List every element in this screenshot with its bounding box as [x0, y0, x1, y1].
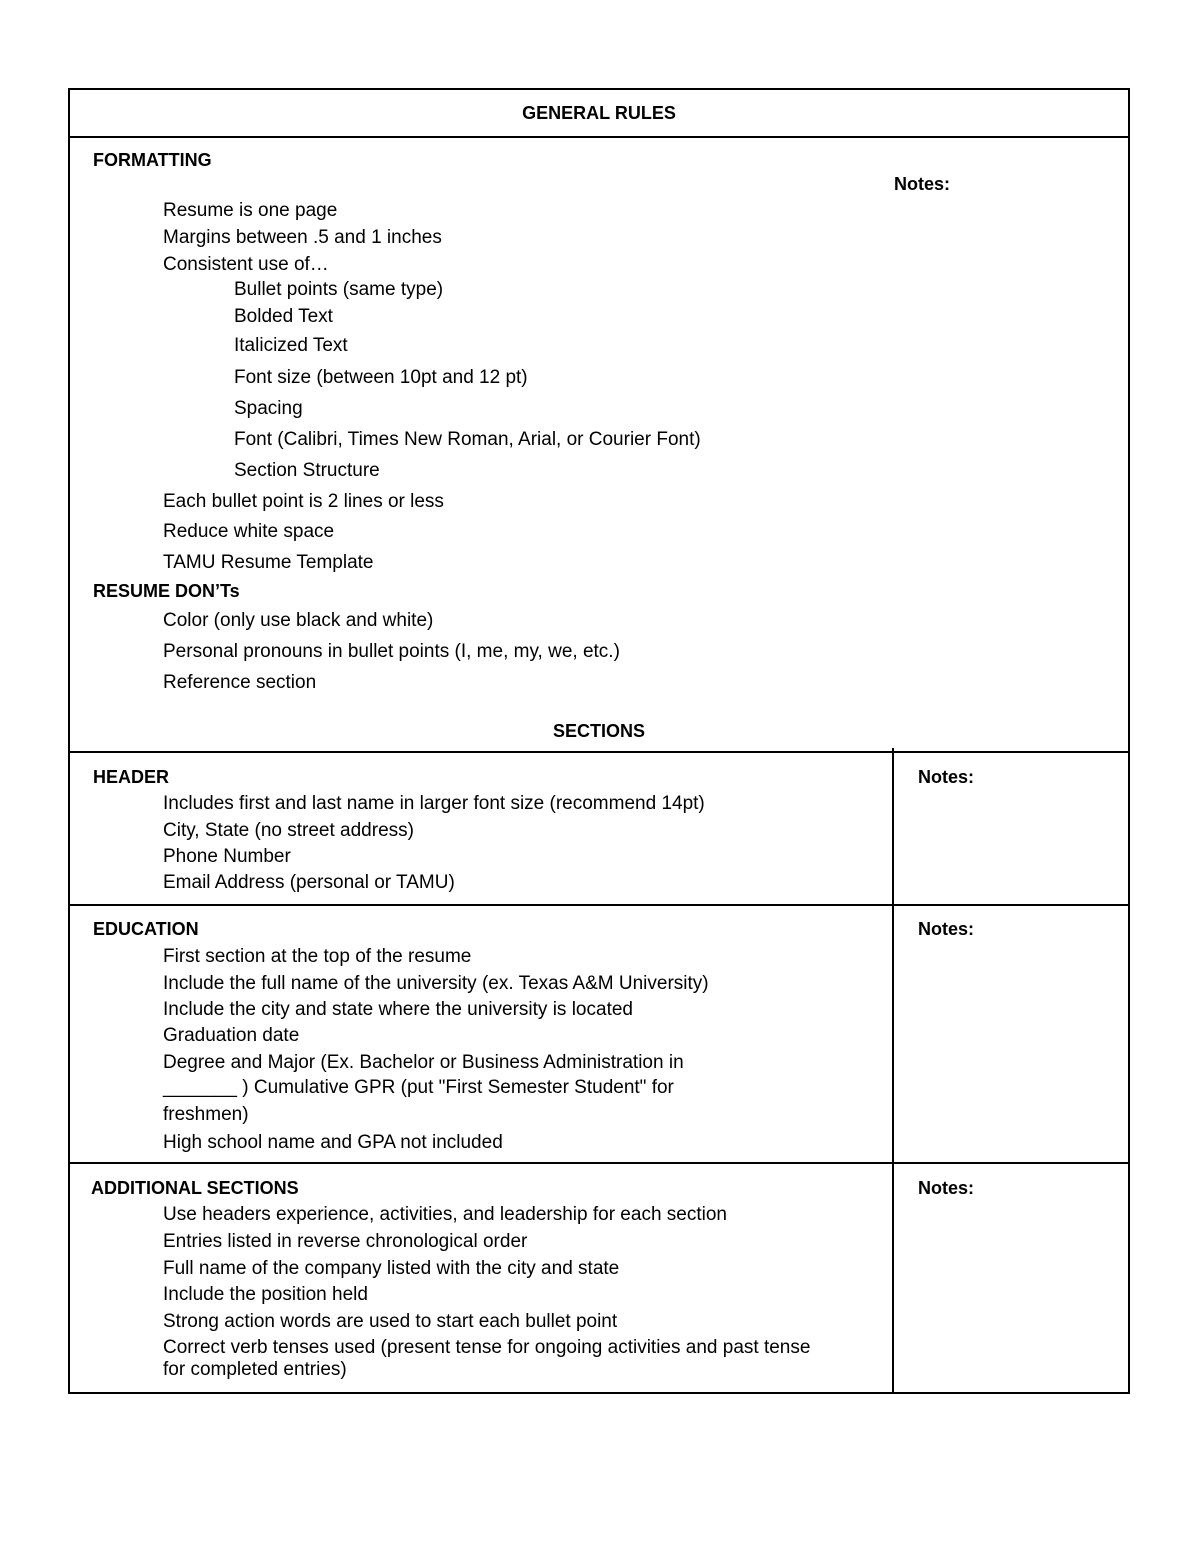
table-border-top: [68, 88, 1130, 90]
formatting-item: Each bullet point is 2 lines or less: [163, 491, 444, 512]
additional-item: Full name of the company listed with the city and state: [163, 1258, 620, 1279]
formatting-sub-item: Bullet points (same type): [234, 279, 444, 300]
formatting-heading: FORMATTING: [93, 150, 212, 170]
formatting-item: TAMU Resume Template: [163, 552, 374, 573]
additional-item: Include the position held: [163, 1284, 368, 1305]
formatting-sub-item: Font size (between 10pt and 12 pt): [234, 367, 528, 388]
formatting-item: Reduce white space: [163, 521, 335, 542]
additional-item: Correct verb tenses used (present tense for ongoing activities and past tense: [163, 1337, 811, 1358]
sections-title: SECTIONS: [552, 721, 645, 741]
formatting-item: Consistent use of…: [163, 254, 329, 275]
notes-column-divider: [892, 748, 894, 1394]
formatting-sub-item: Italicized Text: [234, 335, 348, 356]
education-item: First section at the top of the resume: [163, 946, 472, 967]
education-heading: EDUCATION: [93, 919, 199, 939]
header-item: Includes first and last name in larger font size (recommend 14pt): [163, 793, 705, 814]
formatting-item: Margins between .5 and 1 inches: [163, 227, 442, 248]
formatting-sub-item: Bolded Text: [234, 306, 333, 327]
header-item: Phone Number: [163, 846, 291, 867]
education-item: High school name and GPA not included: [163, 1132, 503, 1153]
title-divider: [68, 136, 1130, 138]
additional-notes-label: Notes:: [918, 1178, 975, 1198]
formatting-sub-item: Spacing: [234, 398, 303, 419]
education-additional-divider: [68, 1162, 1130, 1164]
additional-item: Use headers experience, activities, and leadership for each section: [163, 1204, 727, 1225]
donts-item: Color (only use black and white): [163, 610, 434, 631]
donts-item: Personal pronouns in bullet points (I, me, my, we, etc.): [163, 641, 620, 662]
donts-heading: RESUME DON’Ts: [93, 581, 240, 601]
table-border-right: [1128, 88, 1130, 1394]
table-border-left: [68, 88, 70, 1394]
education-item: freshmen): [163, 1104, 249, 1125]
education-item: Include the full name of the university (ex. Texas A&M University): [163, 973, 709, 994]
header-item: City, State (no street address): [163, 820, 414, 841]
formatting-item: Resume is one page: [163, 200, 338, 221]
education-item: Graduation date: [163, 1025, 300, 1046]
formatting-notes-label: Notes:: [894, 174, 951, 194]
table-border-bottom: [68, 1392, 1130, 1394]
formatting-sub-item: Section Structure: [234, 460, 380, 481]
education-item: Include the city and state where the university is located: [163, 999, 633, 1020]
header-education-divider: [68, 904, 1130, 906]
education-item: _______ ) Cumulative GPR (put "First Semester Student" for: [163, 1077, 674, 1098]
header-heading: HEADER: [93, 767, 170, 787]
additional-item: Entries listed in reverse chronological order: [163, 1231, 528, 1252]
donts-item: Reference section: [163, 672, 317, 693]
education-item: Degree and Major (Ex. Bachelor or Business Administration in: [163, 1052, 684, 1073]
additional-heading: ADDITIONAL SECTIONS: [91, 1178, 299, 1198]
additional-item: for completed entries): [163, 1359, 347, 1380]
header-notes-label: Notes:: [918, 767, 975, 787]
header-item: Email Address (personal or TAMU): [163, 872, 455, 893]
additional-item: Strong action words are used to start each bullet point: [163, 1311, 618, 1332]
sections-divider: [68, 751, 1130, 753]
education-notes-label: Notes:: [918, 919, 975, 939]
formatting-sub-item: Font (Calibri, Times New Roman, Arial, or Courier Font): [234, 429, 701, 450]
general-rules-title: GENERAL RULES: [522, 103, 676, 123]
